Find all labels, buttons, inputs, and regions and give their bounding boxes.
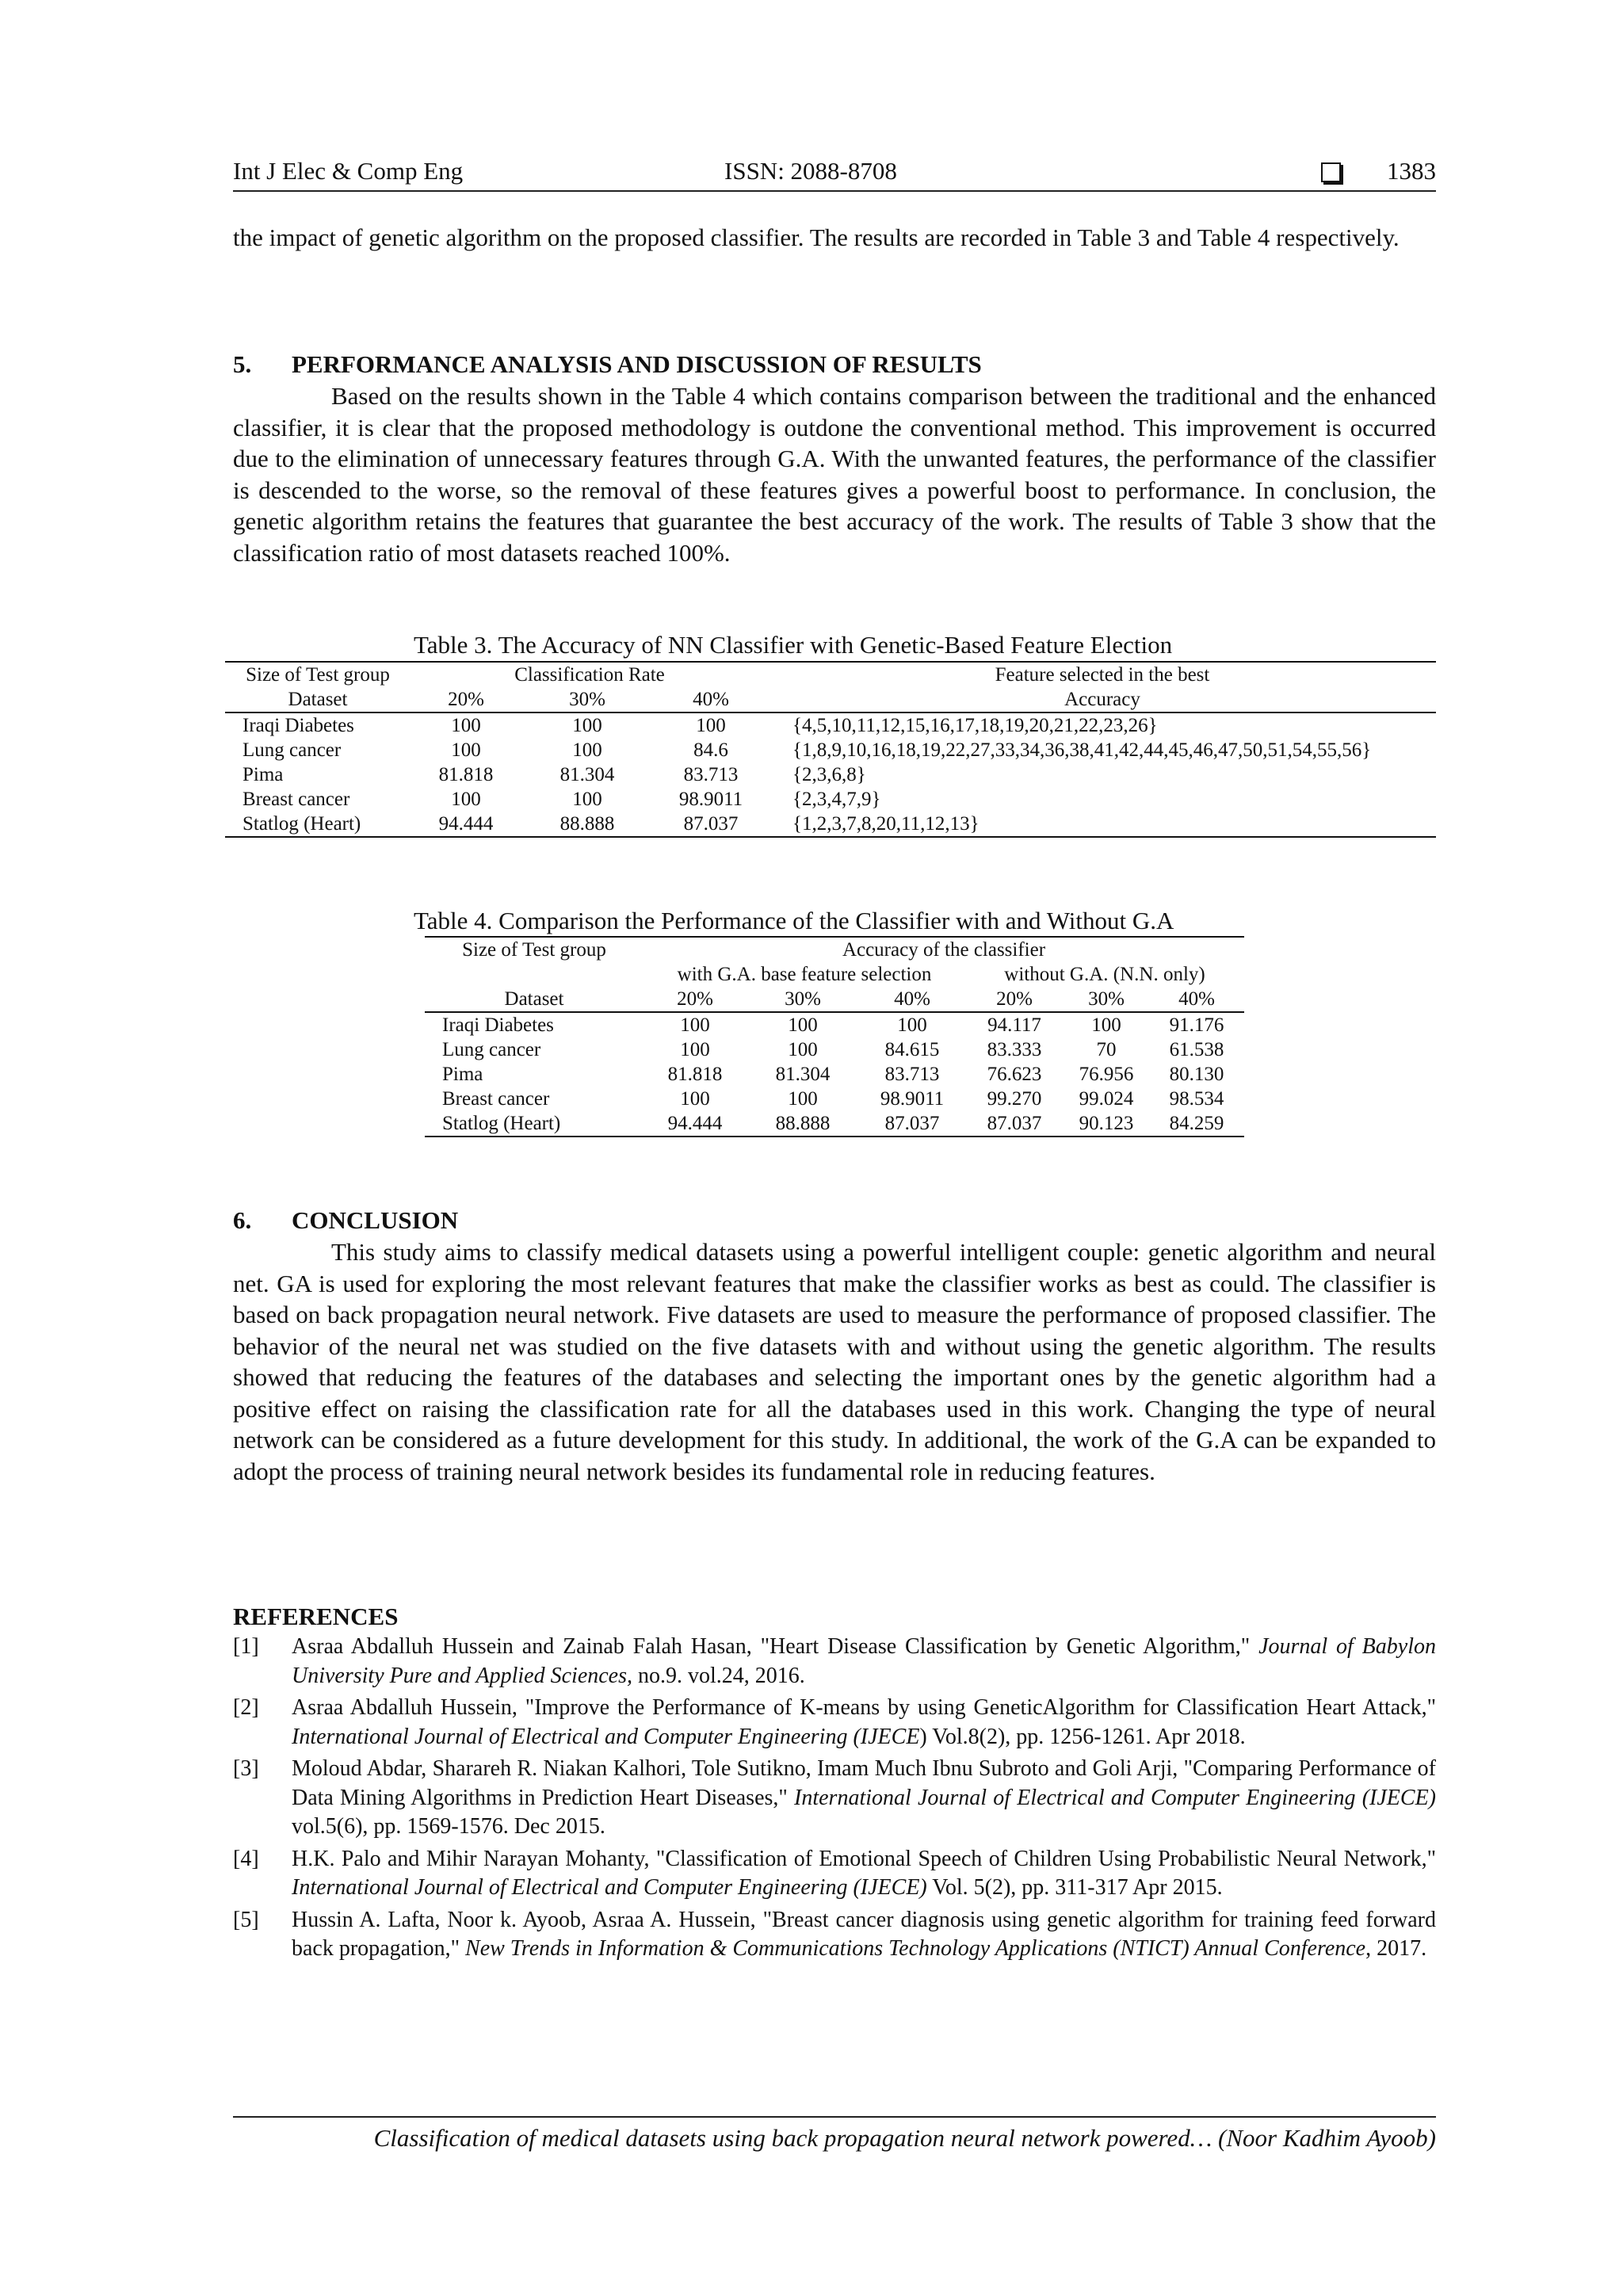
section-6-body [233,1236,1436,1487]
reference-text: Hussin A. Lafta, Noor k. Ayoob, Asraa A. Hussein, "Breast cancer diagnosis using genetic algorithm for training feed forward back propagation," [292,1907,1436,1961]
cell: 100 [451,715,481,736]
table3-head-30: 30% [521,687,653,712]
reference-details: , 2017. [1365,1936,1427,1961]
reference-item [233,1755,1436,1842]
reference-venue: New Trends in Information & Communications Technology Applications (NTICT) Annual Conference [465,1936,1366,1961]
table-row [425,1012,1244,1037]
table3-head-rate: Classification Rate [411,662,769,687]
references-heading: REFERENCES [233,1603,399,1630]
table-row [425,1087,1244,1111]
cell: 88.888 [747,1111,859,1137]
table-row [425,1037,1244,1062]
cell-dataset: Statlog (Heart) [225,812,411,837]
running-footer: Classification of medical datasets using back propagation neural network powered… (Noor Kadhim Ayoob) [233,2116,1436,2153]
cell: 99.270 [987,1088,1042,1110]
reference-number: [2] [233,1695,259,1720]
running-header [233,155,1436,192]
table3-head-40: 40% [653,687,769,712]
cell: 88.888 [521,812,653,837]
reference-details: Vol. 5(2), pp. 311-317 Apr 2015. [926,1875,1223,1900]
section-5-text: Based on the results shown in the Table 4 which contains comparison between the traditional and the enhanced classifier, it is clear that the proposed methodology is outdone the conventional method. This improvement is occurred due to the elimination of unnecessary features through G.A. With the unwanted features, the performance of the classifier is descended to the worse, so the removal of these features gives a powerful boost to performance. In conclusion, the genetic algorithm retains the features that guarantee the best accuracy of the work. The results of Table 3 show that the classification ratio of most datasets reached 100%. [233,382,1436,567]
cell: 100 [572,715,602,736]
table4-head-without-ga: without G.A. (N.N. only) [1004,964,1205,985]
cell: 91.176 [1169,1014,1224,1036]
cell: 61.538 [1169,1039,1224,1060]
cell: 100 [696,715,726,736]
cell: 98.9011 [880,1088,945,1110]
section-5-heading [233,349,982,380]
table-row [225,738,1436,762]
cell: 98.534 [1169,1088,1224,1110]
table3-head-size: Size of Test group [225,662,411,687]
section-number: 5. [233,350,252,378]
table4 [425,936,1244,1137]
cell-features: {1,8,9,10,16,18,19,22,27,33,34,36,38,41,42,44,45,46,47,50,51,54,55,56} [792,739,1372,761]
section-6-heading [233,1205,458,1236]
cell: 100 [788,1039,818,1060]
reference-details: ) Vol.8(2), pp. 1256-1261. Apr 2018. [919,1724,1246,1749]
cell: 81.304 [559,764,615,785]
table3-head-dataset: Dataset [225,687,411,712]
reference-item [233,1906,1436,1964]
cell-features: {4,5,10,11,12,15,16,17,18,19,20,21,22,23,26} [792,715,1158,736]
cell: 100 [451,739,481,761]
reference-item [233,1633,1436,1690]
cell: 76.623 [987,1064,1042,1085]
reference-venue: Journal of Babylon University Pure and Applied Sciences, [292,1634,1436,1688]
journal-name: Int J Elec & Comp Eng [233,157,464,185]
table-row [225,787,1436,812]
cell: 83.713 [683,764,739,785]
reference-number: [4] [233,1846,259,1871]
reference-details: vol.5(6), pp. 1569-1576. Dec 2015. [292,1814,605,1839]
cell: 100 [788,1088,818,1110]
table4-head-n20: 20% [965,987,1064,1012]
cell-dataset: Statlog (Heart) [425,1111,643,1137]
cell-dataset: Breast cancer [442,1088,550,1110]
square-bullet-icon [1321,162,1341,182]
reference-venue: International Journal of Electrical and Computer Engineering (IJECE) [794,1785,1436,1810]
cell: 87.037 [653,812,769,837]
cell: 84.615 [884,1039,940,1060]
reference-number: [1] [233,1634,259,1659]
table-row [225,712,1436,738]
cell: 94.117 [987,1014,1041,1036]
cell: 99.024 [1079,1088,1134,1110]
reference-item [233,1845,1436,1903]
cell: 81.818 [438,764,494,785]
cell-dataset: Pima [242,764,284,785]
reference-item [233,1694,1436,1752]
reference-number: [5] [233,1907,259,1932]
cell: 84.259 [1149,1111,1244,1137]
table4-head-n40: 40% [1149,987,1244,1012]
section-5-body [233,380,1436,568]
table4-head-dataset: Dataset [425,987,643,1012]
cell: 83.713 [884,1064,940,1085]
table3-caption: Table 3. The Accuracy of NN Classifier with Genetic-Based Feature Election [414,631,1173,659]
cell-dataset: Iraqi Diabetes [442,1014,554,1036]
cell: 100 [680,1039,710,1060]
cell: 100 [451,789,481,810]
cell: 87.037 [859,1111,965,1137]
issn: ISSN: 2088-8708 [724,157,897,185]
cell: 94.444 [643,1111,747,1137]
cell: 90.123 [1064,1111,1149,1137]
cell-dataset: Iraqi Diabetes [242,715,354,736]
reference-text: Asraa Abdalluh Hussein and Zainab Falah Hasan, "Heart Disease Classification by Genetic Algorithm," [292,1634,1259,1659]
table-row [225,812,1436,837]
cell: 100 [1091,1014,1121,1036]
table3-head-20: 20% [411,687,521,712]
table4-head-w40: 40% [859,987,965,1012]
cell: 84.6 [693,739,728,761]
cell-dataset: Lung cancer [442,1039,541,1060]
table3-head-features: Feature selected in the best [769,662,1436,687]
cell: 100 [680,1088,710,1110]
table4-head-n30: 30% [1064,987,1149,1012]
cell-dataset: Pima [442,1064,483,1085]
cell: 87.037 [965,1111,1064,1137]
cell: 76.956 [1079,1064,1134,1085]
table4-head-w20: 20% [643,987,747,1012]
cell: 70 [1096,1039,1117,1060]
table4-head-w30: 30% [747,987,859,1012]
table3 [225,661,1436,838]
table-row [425,1062,1244,1087]
cell: 100 [788,1014,818,1036]
cell: 81.818 [667,1064,723,1085]
reference-text: Moloud Abdar, Sharareh R. Niakan Kalhori, Tole Sutikno, Imam Much Ibnu Subroto and Goli Arji, "Comparing Performance of Data Mining Algorithms in Prediction Heart Diseases," [292,1756,1436,1810]
reference-venue: International Journal of Electrical and Computer Engineering (IJECE [292,1724,920,1749]
table-row [225,762,1436,787]
cell-features: {2,3,4,7,9} [792,789,881,810]
intro-paragraph [233,222,1436,254]
table3-head-accuracy: Accuracy [769,687,1436,712]
table-row [425,1111,1244,1137]
page-number: 1383 [1387,157,1436,185]
cell: 83.333 [987,1039,1042,1060]
cell-dataset: Lung cancer [242,739,342,761]
cell-dataset: Breast cancer [242,789,350,810]
table4-caption: Table 4. Comparison the Performance of the Classifier with and Without G.A [414,907,1174,934]
cell: 100 [572,789,602,810]
reference-text: H.K. Palo and Mihir Narayan Mohanty, "Classification of Emotional Speech of Children Using Probabilistic Neural Network," [292,1846,1436,1871]
reference-number: [3] [233,1756,259,1781]
intro-text: the impact of genetic algorithm on the proposed classifier. The results are recorded in Table 3 and Table 4 respectively. [233,223,1400,251]
reference-venue: International Journal of Electrical and Computer Engineering (IJECE) [292,1875,927,1900]
cell-features: {1,2,3,7,8,20,11,12,13} [769,812,1436,837]
section-title: PERFORMANCE ANALYSIS AND DISCUSSION OF RESULTS [292,350,982,378]
cell: 100 [572,739,602,761]
cell: 100 [897,1014,927,1036]
section-6-text: This study aims to classify medical datasets using a powerful intelligent couple: genetic algorithm and neural net. GA is used for exploring the most relevant features that make the classifier works as best as could. The classifier is based on back propagation neural network. Five datasets are used to measure the performance of proposed classifier. The behavior of the neural net was studied on the five datasets with and without using the genetic algorithm. The results showed that reducing the features of the databases and selecting the important ones by the genetic algorithm had a positive effect on raising the classification rate for all the databases used in this work. Changing the type of neural network can be considered as a future development for this study. In additional, the work of the G.A can be expanded to adopt the process of training neural network besides its fundamental role in reducing features. [233,1238,1436,1485]
reference-text: Asraa Abdalluh Hussein, "Improve the Performance of K-means by using GeneticAlgorithm for Classification Heart Attack," [292,1695,1436,1720]
cell: 100 [680,1014,710,1036]
reference-details: no.9. vol.24, 2016. [632,1663,805,1688]
section-title: CONCLUSION [292,1206,459,1234]
cell: 80.130 [1169,1064,1224,1085]
cell: 94.444 [411,812,521,837]
cell: 81.304 [775,1064,831,1085]
cell: 98.9011 [678,789,743,810]
references [233,1601,1436,1967]
table4-head-with-ga: with G.A. base feature selection [677,964,932,985]
cell-features: {2,3,6,8} [792,764,866,785]
section-number: 6. [233,1206,252,1234]
table4-head-size: Size of Test group [425,937,643,962]
table4-head-accuracy: Accuracy of the classifier [643,937,1244,962]
